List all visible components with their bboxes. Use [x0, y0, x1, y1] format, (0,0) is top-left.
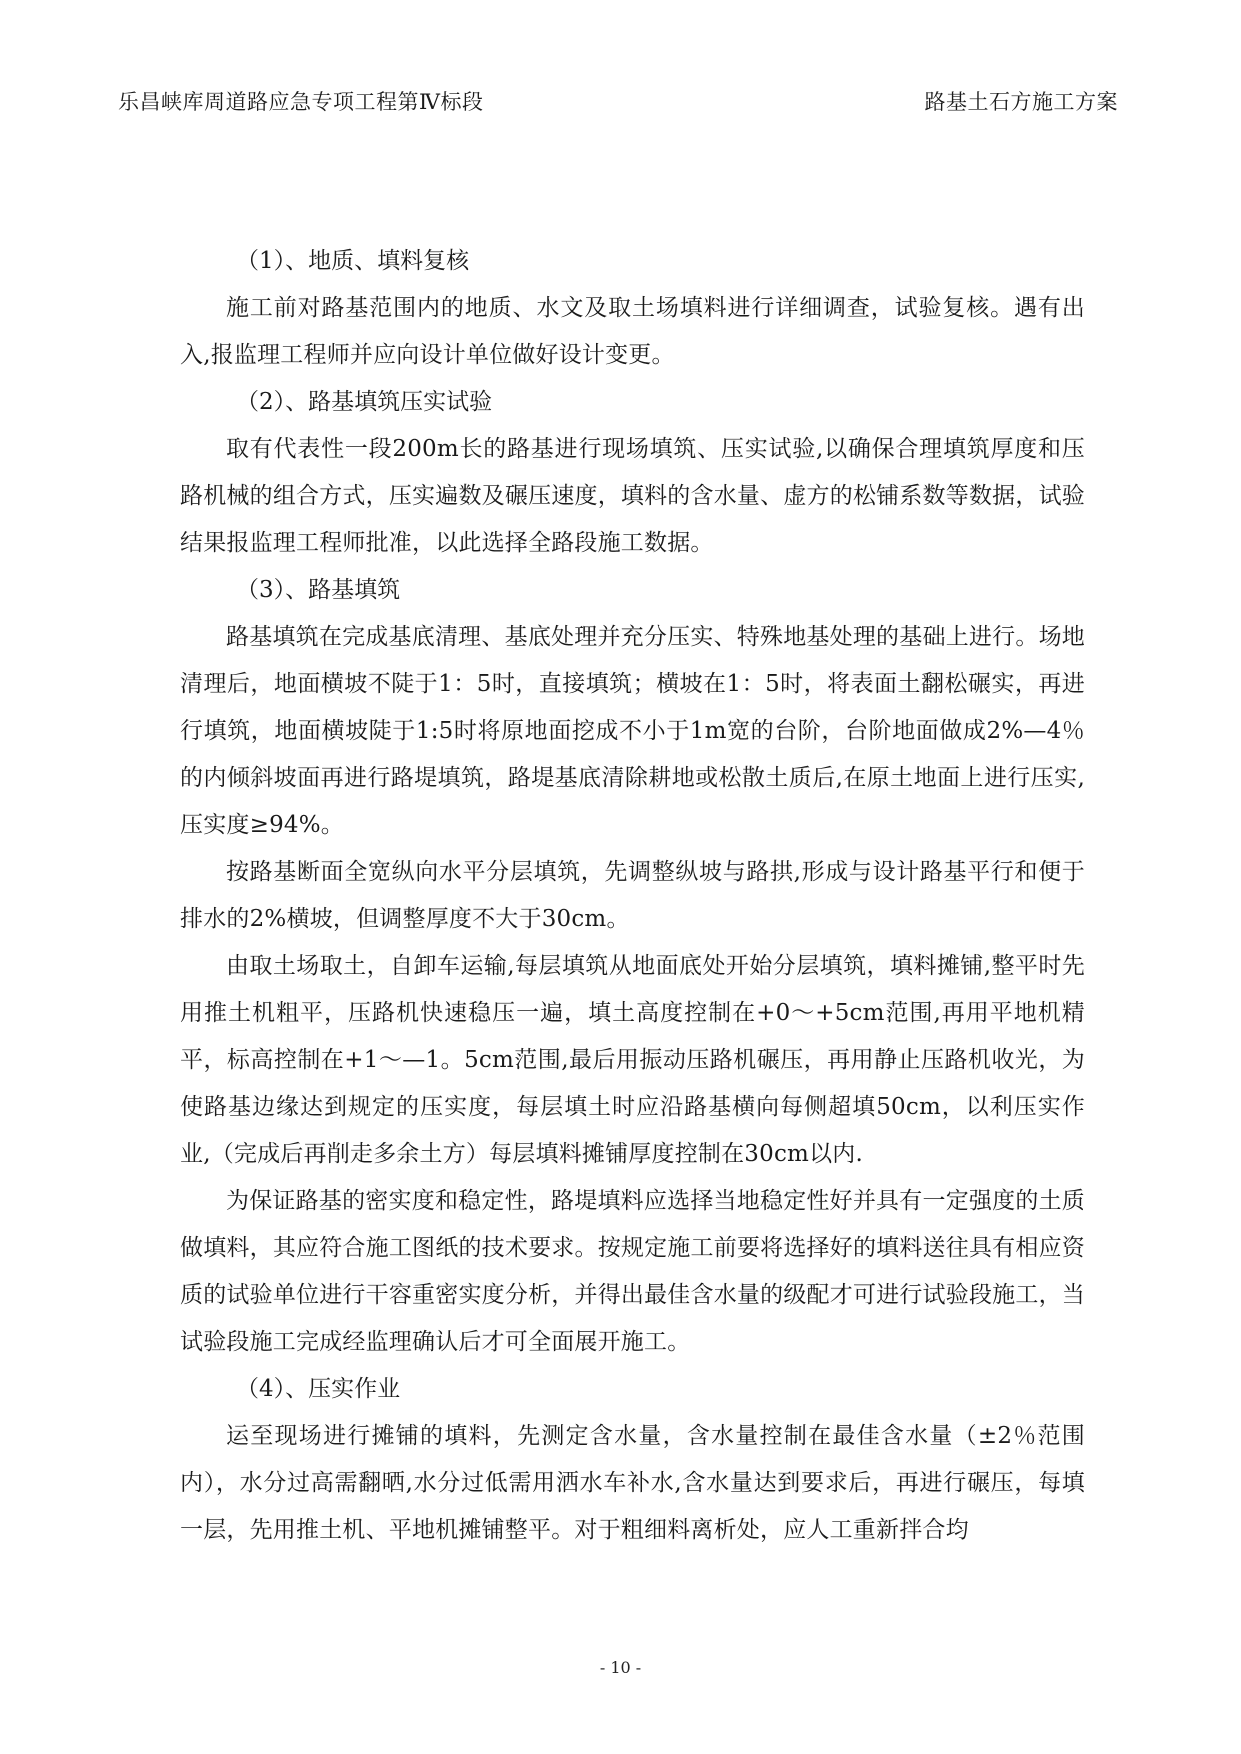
paragraph-fill-material: 为保证路基的密实度和稳定性，路堤填料应选择当地稳定性好并具有一定强度的土质做填料，其应符合施工图纸的技术要求。按规定施工前要将选择好的填料送往具有相应资质的试验单位进行干容重密实度分析，并得出最佳含水量的级配才可进行试验段施工，当试验段施工完成经监理确认后才可全面展开施工。 [180, 1188, 1085, 1355]
paragraph-embankment-base: 路基填筑在完成基底清理、基底处理并充分压实、特殊地基处理的基础上进行。场地清理后，地面横坡不陡于1：5时，直接填筑；横坡在1：5时，将表面土翻松碾实，再进行填筑，地面横坡陡于1:5时将原地面挖成不小于1m宽的台阶，台阶地面做成2%—4％的内倾斜坡面再进行路堤填筑，路堤基底清除耕地或松散土质后,在原土地面上进行压实,压实度≥94%。 [180, 624, 1085, 838]
document-body [180, 238, 1085, 1554]
page-header [118, 86, 1118, 116]
paragraph-compaction-test: 取有代表性一段200m长的路基进行现场填筑、压实试验,以确保合理填筑厚度和压路机械的组合方式，压实遍数及碾压速度，填料的含水量、虚方的松铺系数等数据，试验结果报监理工程师批准，以此选择全路段施工数据。 [180, 436, 1085, 556]
paragraph-compaction-work: 运至现场进行摊铺的填料，先测定含水量，含水量控制在最佳含水量（±2％范围内），水分过高需翻晒,水分过低需用洒水车补水,含水量达到要求后，再进行碾压，每填一层，先用推土机、平地机摊铺整平。对于粗细料离析处，应人工重新拌合均 [180, 1423, 1085, 1543]
paragraph-soil-transport: 由取土场取土，自卸车运输,每层填筑从地面底处开始分层填筑，填料摊铺,整平时先用推土机粗平，压路机快速稳压一遍，填土高度控制在+0～+5cm范围,再用平地机精平，标高控制在+1～—1。5cm范围,最后用振动压路机碾压，再用静止压路机收光，为使路基边缘达到规定的压实度，每层填土时应沿路基横向每侧超填50cm，以利压实作业,（完成后再削走多余土方）每层填料摊铺厚度控制在30cm以内. [180, 953, 1085, 1167]
header-document-title: 路基土石方施工方案 [924, 90, 1118, 114]
section-heading-embankment-filling: （3）、路基填筑 [236, 577, 401, 603]
header-divider [118, 126, 1118, 127]
paragraph-layered-filling: 按路基断面全宽纵向水平分层填筑，先调整纵坡与路拱,形成与设计路基平行和便于排水的2%横坡，但调整厚度不大于30cm。 [180, 859, 1085, 932]
section-heading-compaction-test: （2）、路基填筑压实试验 [236, 389, 493, 415]
section-heading-geology: （1）、地质、填料复核 [236, 248, 470, 274]
section-heading-compaction-work: （4）、压实作业 [236, 1376, 401, 1402]
page-number: - 10 - [599, 1658, 642, 1677]
header-project-title: 乐昌峡库周道路应急专项工程第Ⅳ标段 [118, 90, 484, 114]
paragraph-geology: 施工前对路基范围内的地质、水文及取土场填料进行详细调查，试验复核。遇有出入,报监理工程师并应向设计单位做好设计变更。 [180, 295, 1085, 368]
